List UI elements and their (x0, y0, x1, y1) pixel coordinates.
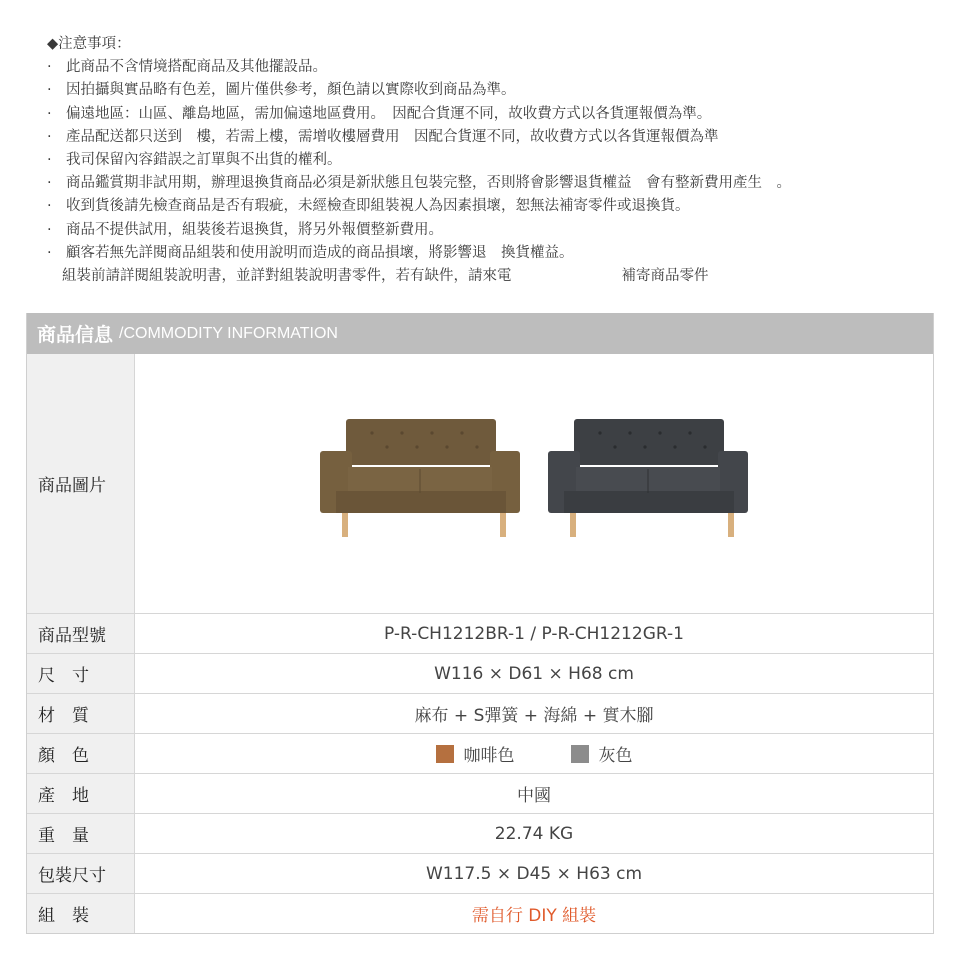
color-value (135, 734, 933, 773)
weight-value: 22.74 KG (494, 823, 574, 844)
note-item: . 偏遠地區：山區、離島地區，需加偏遠地區費用。 因配合貨運不同，故收費方式以各貨運報價為準。 (47, 103, 937, 126)
gray-swatch-icon (571, 745, 589, 763)
assembly-label: 組 裝 (27, 894, 135, 933)
size-label: 尺 寸 (27, 654, 135, 693)
note-parts-text: 補寄商品零件 (621, 268, 709, 285)
color-option-brown (436, 741, 515, 766)
spec-row-material (27, 693, 933, 733)
spec-row-weight (27, 813, 933, 853)
origin-label: 產 地 (27, 774, 135, 813)
notes-title: ◆注意事項： (47, 36, 131, 52)
package-value: W117.5 × D45 × H63 cm (425, 863, 643, 884)
brown-swatch-icon (436, 745, 454, 763)
model-label: 商品型號 (27, 614, 135, 653)
note-item: . 因拍攝與實品略有色差，圖片僅供參考，顏色請以實際收到商品為準。 (47, 79, 937, 102)
color-label: 顏 色 (27, 734, 135, 773)
notes-section (47, 33, 937, 288)
note-item: . 此商品不含情境搭配商品及其他擺設品。 (47, 56, 937, 79)
color-name: 咖啡色 (463, 746, 515, 766)
image-label: 商品圖片 (27, 354, 135, 613)
note-item: . 產品配送都只送到 樓，若需上樓，需增收樓層費用 因配合貨運不同，故收費方式以各貨運報價為準 (47, 126, 937, 149)
spec-row-size (27, 653, 933, 693)
note-item: . 顧客若無先詳閱商品組裝和使用說明而造成的商品損壞，將影響退 換貨權益。 (47, 242, 937, 265)
spec-row-origin (27, 773, 933, 813)
commodity-info-table (26, 313, 934, 934)
size-value: W116 × D61 × H68 cm (434, 663, 634, 684)
model-value: P-R-CH1212BR-1 / P-R-CH1212GR-1 (384, 623, 684, 644)
note-assembly-line (47, 265, 937, 288)
color-option-gray (571, 741, 633, 766)
notes-list (47, 56, 937, 265)
assembly-value: 需自行 DIY 組裝 (471, 906, 597, 926)
gray-sofa-image (548, 417, 748, 550)
spec-row-assembly (27, 893, 933, 933)
note-item: . 我司保留內容錯誤之訂單與不出貨的權利。 (47, 149, 937, 172)
product-images (135, 354, 933, 613)
weight-label: 重 量 (27, 814, 135, 853)
spec-row-package (27, 853, 933, 893)
origin-value: 中國 (517, 786, 551, 806)
product-image-row (27, 354, 933, 613)
material-value: 麻布 + S彈簧 + 海綿 + 實木腳 (414, 706, 654, 726)
package-label: 包裝尺寸 (27, 854, 135, 893)
spec-header (27, 313, 933, 354)
color-name: 灰色 (598, 746, 633, 766)
note-item: . 商品鑑賞期非試用期，辦理退換貨商品必須是新狀態且包裝完整，否則將會影響退貨權益 會有整新費用產生 。 (47, 172, 937, 195)
spec-row-model (27, 613, 933, 653)
spec-header-subtitle: /COMMODITY INFORMATION (119, 324, 338, 342)
note-item: . 商品不提供試用，組裝後若退換貨，將另外報價整新費用。 (47, 219, 937, 242)
material-label: 材 質 (27, 694, 135, 733)
spec-row-color (27, 733, 933, 773)
spec-header-title: 商品信息 (37, 324, 114, 346)
note-assembly-text: 組裝前請詳閱組裝說明書，並詳對組裝說明書零件，若有缺件，請來電 (62, 268, 512, 285)
brown-sofa-image (320, 417, 520, 550)
note-item: . 收到貨後請先檢查商品是否有瑕疵，未經檢查即組裝視人為因素損壞，恕無法補寄零件或退換貨。 (47, 195, 937, 218)
